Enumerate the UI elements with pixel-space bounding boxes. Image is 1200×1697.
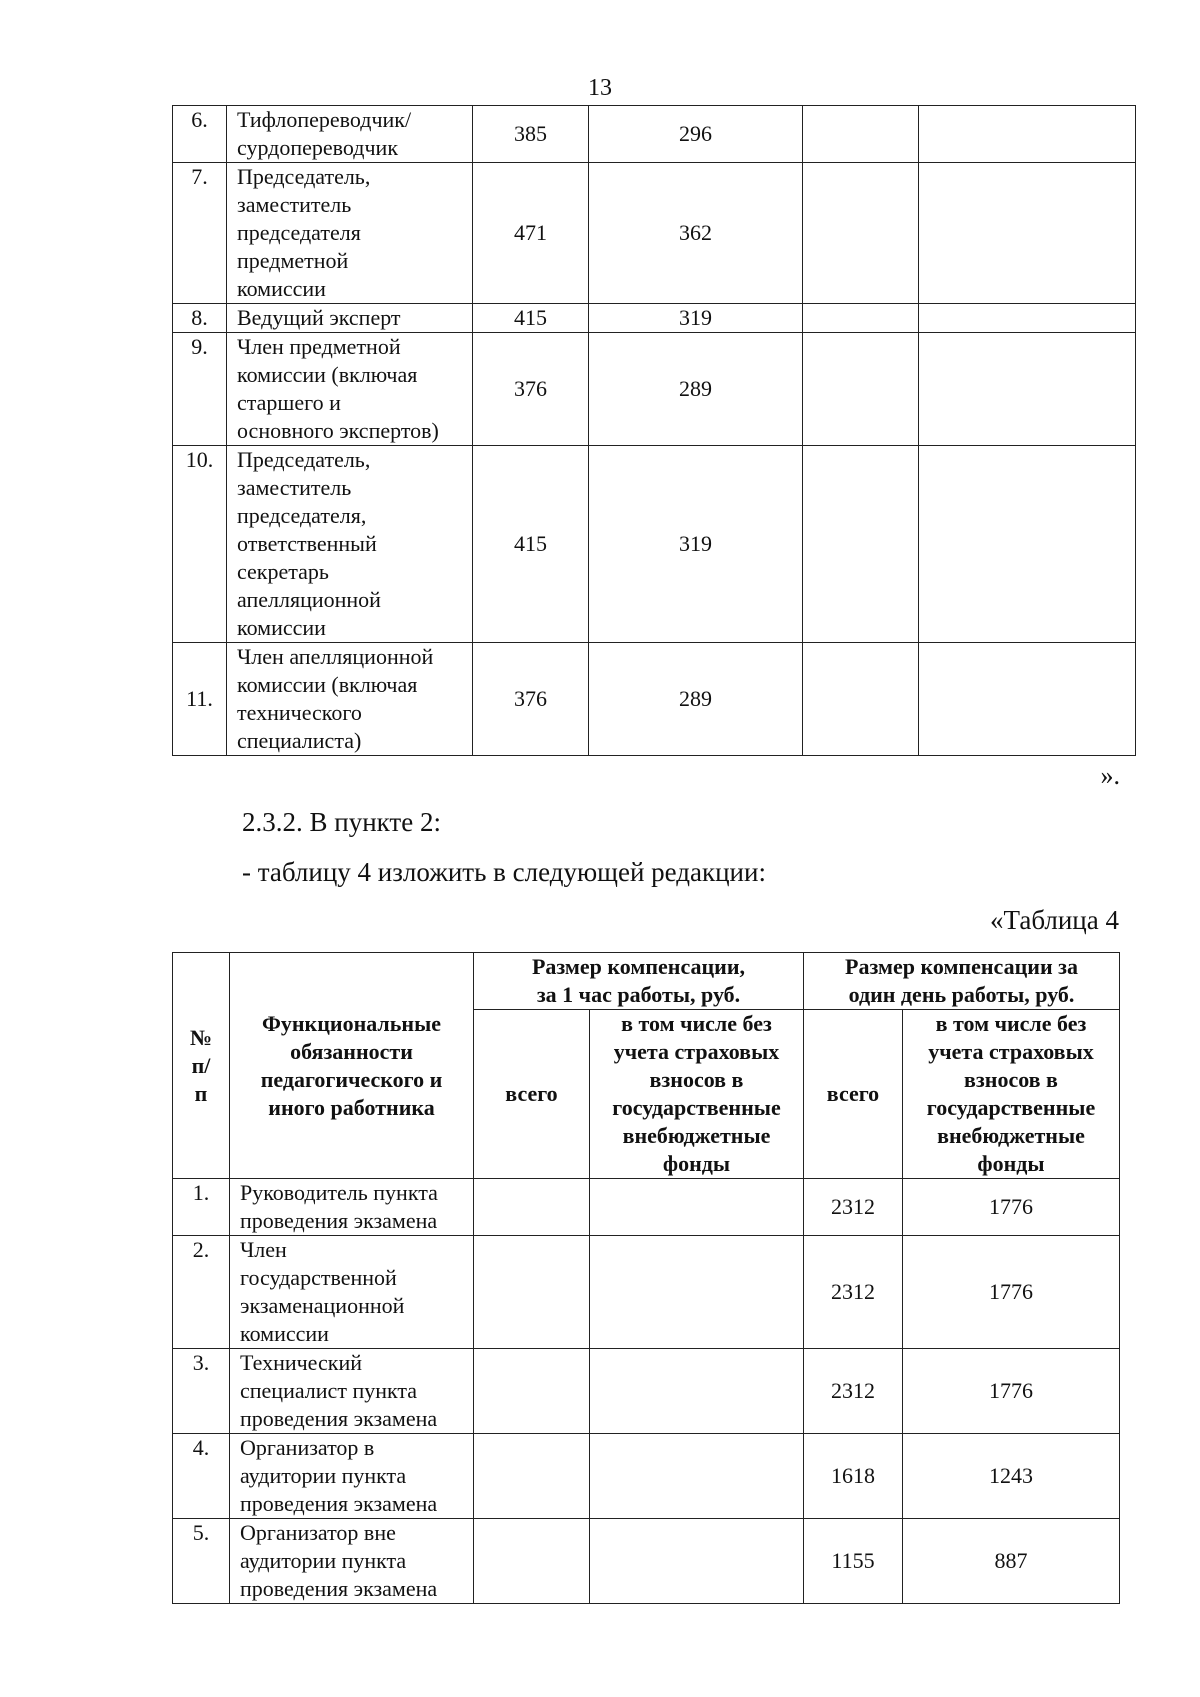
row-duty: Член предметной комиссии (включая старшего и основного экспертов)	[227, 333, 473, 446]
row-duty: Организатор в аудитории пункта проведения экзамена	[230, 1434, 474, 1519]
row-duty: Председатель, заместитель председателя предметной комиссии	[227, 163, 473, 304]
hour-net: 289	[589, 643, 803, 756]
hour-net	[590, 1179, 804, 1236]
day-total	[803, 643, 919, 756]
row-duty: Организатор вне аудитории пункта проведения экзамена	[230, 1519, 474, 1604]
row-number: 10.	[173, 446, 227, 643]
table-row	[173, 446, 1136, 643]
row-number: 7.	[173, 163, 227, 304]
header-day-total: всего	[804, 1010, 903, 1179]
row-duty: Тифлопереводчик/ сурдопереводчик	[227, 106, 473, 163]
header-hour-total: всего	[474, 1010, 590, 1179]
closing-quote: ».	[1100, 761, 1120, 790]
row-number: 3.	[173, 1349, 230, 1434]
hour-total	[474, 1349, 590, 1434]
hour-total	[474, 1236, 590, 1349]
day-net	[919, 333, 1136, 446]
hour-total: 385	[473, 106, 589, 163]
row-number: 11.	[173, 643, 227, 756]
row-duty: Руководитель пункта проведения экзамена	[230, 1179, 474, 1236]
day-net	[919, 643, 1136, 756]
hour-total: 471	[473, 163, 589, 304]
page-number: 13	[588, 75, 612, 101]
day-net: 1776	[903, 1236, 1120, 1349]
hour-net	[590, 1434, 804, 1519]
table-header	[173, 953, 1120, 1179]
hour-net	[590, 1519, 804, 1604]
day-total: 1155	[804, 1519, 903, 1604]
day-total: 2312	[804, 1349, 903, 1434]
row-duty: Член государственной экзаменационной комиссии	[230, 1236, 474, 1349]
row-duty: Член апелляционной комиссии (включая технического специалиста)	[227, 643, 473, 756]
compensation-table-continued	[172, 105, 1136, 756]
hour-net: 289	[589, 333, 803, 446]
day-net: 1776	[903, 1349, 1120, 1434]
day-net	[919, 163, 1136, 304]
paragraph-item: 2.3.2. В пункте 2:	[242, 807, 441, 837]
hour-total	[474, 1179, 590, 1236]
row-duty: Технический специалист пункта проведения экзамена	[230, 1349, 474, 1434]
row-duty: Председатель, заместитель председателя, ответственный секретарь апелляционной комиссии	[227, 446, 473, 643]
table-row	[173, 304, 1136, 333]
day-net: 887	[903, 1519, 1120, 1604]
table-body	[173, 106, 1136, 756]
day-total	[803, 304, 919, 333]
hour-total: 376	[473, 643, 589, 756]
row-duty: Ведущий эксперт	[227, 304, 473, 333]
day-total	[803, 106, 919, 163]
day-total	[803, 446, 919, 643]
day-total	[803, 163, 919, 304]
row-number: 8.	[173, 304, 227, 333]
table-row	[173, 643, 1136, 756]
header-duties: Функциональные обязанности педагогического и иного работника	[230, 953, 474, 1179]
table-row	[173, 1434, 1120, 1519]
table-row	[173, 1179, 1120, 1236]
header-day-net: в том числе без учета страховых взносов в государственные внебюджетные фонды	[903, 1010, 1120, 1179]
header-number: № п/ п	[173, 953, 230, 1179]
compensation-table-4	[172, 952, 1120, 1604]
table-row	[173, 1519, 1120, 1604]
day-net	[919, 446, 1136, 643]
header-row	[173, 953, 1120, 1010]
day-net	[919, 304, 1136, 333]
hour-net: 319	[589, 446, 803, 643]
hour-total	[474, 1434, 590, 1519]
hour-net: 362	[589, 163, 803, 304]
header-hour-group: Размер компенсации, за 1 час работы, руб.	[474, 953, 804, 1010]
table-row	[173, 333, 1136, 446]
table-row	[173, 1349, 1120, 1434]
hour-total: 415	[473, 446, 589, 643]
day-net: 1776	[903, 1179, 1120, 1236]
hour-total: 376	[473, 333, 589, 446]
day-net: 1243	[903, 1434, 1120, 1519]
row-number: 9.	[173, 333, 227, 446]
day-total: 1618	[804, 1434, 903, 1519]
table-body	[173, 1179, 1120, 1604]
hour-total	[474, 1519, 590, 1604]
table-row	[173, 1236, 1120, 1349]
row-number: 6.	[173, 106, 227, 163]
hour-net: 319	[589, 304, 803, 333]
day-total: 2312	[804, 1236, 903, 1349]
table-row	[173, 163, 1136, 304]
hour-total: 415	[473, 304, 589, 333]
row-number: 5.	[173, 1519, 230, 1604]
day-total: 2312	[804, 1179, 903, 1236]
header-day-group: Размер компенсации за один день работы, руб.	[804, 953, 1120, 1010]
day-net	[919, 106, 1136, 163]
row-number: 1.	[173, 1179, 230, 1236]
row-number: 2.	[173, 1236, 230, 1349]
hour-net	[590, 1349, 804, 1434]
hour-net: 296	[589, 106, 803, 163]
table-row	[173, 106, 1136, 163]
paragraph-instruction: - таблицу 4 изложить в следующей редакции:	[242, 857, 766, 887]
table-caption: «Таблица 4	[990, 905, 1119, 935]
hour-net	[590, 1236, 804, 1349]
row-number: 4.	[173, 1434, 230, 1519]
header-hour-net: в том числе без учета страховых взносов в государственные внебюджетные фонды	[590, 1010, 804, 1179]
day-total	[803, 333, 919, 446]
